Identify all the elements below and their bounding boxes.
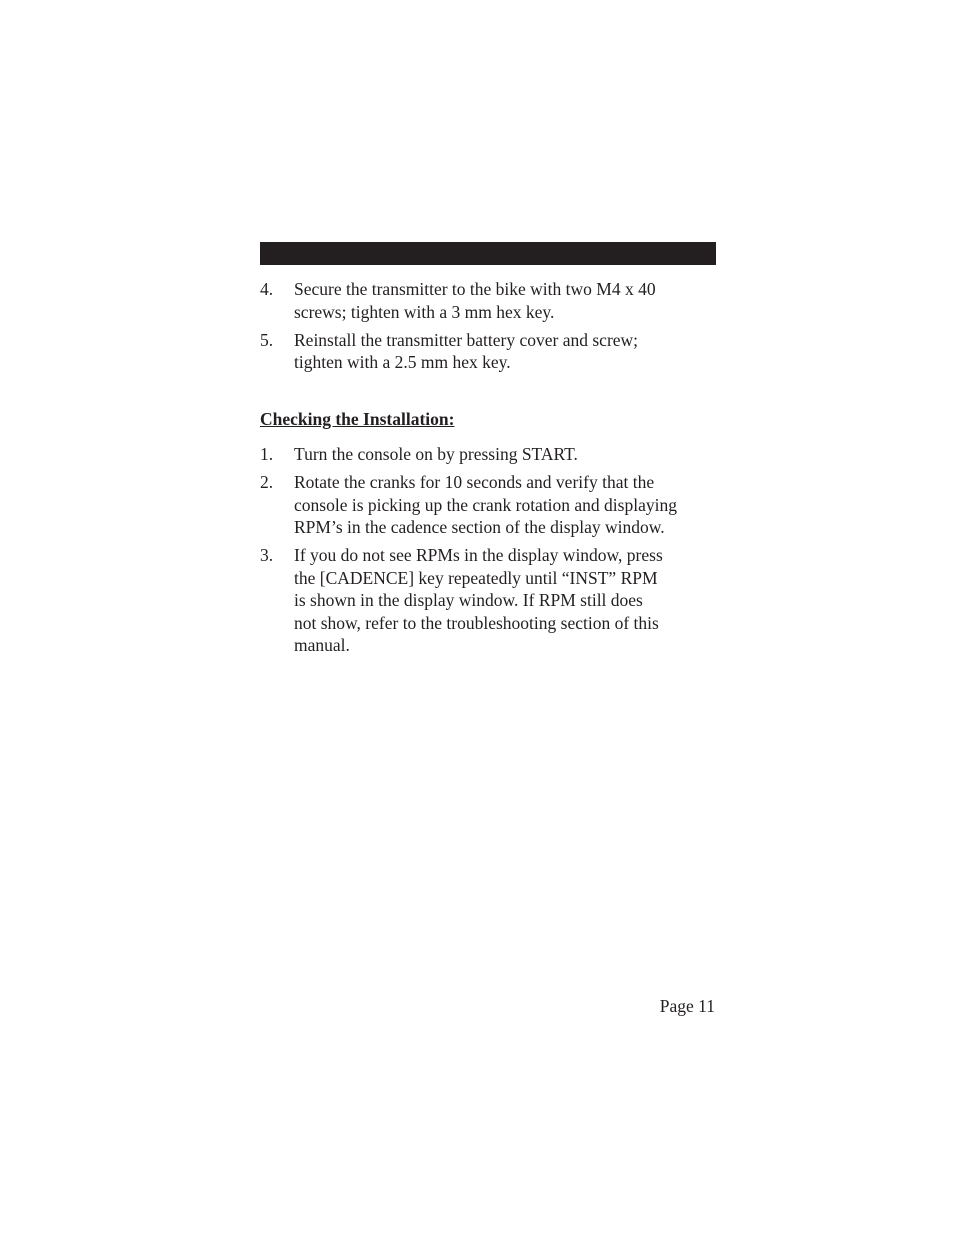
list-item: [260, 544, 720, 657]
header-bar: [260, 242, 716, 265]
step-text: Turn the console on by pressing START.: [294, 444, 578, 464]
section-title: Checking the Installation:: [260, 409, 455, 429]
page-number: Page 11: [659, 996, 715, 1016]
step-text: If you do not see RPMs in the display window, press the [CADENCE] key repeatedly until “INST” RPM is shown in the display window. If RPM still does not show, refer to the troubleshooting section of this manual.: [294, 545, 663, 655]
step-text: Reinstall the transmitter battery cover and screw; tighten with a 2.5 mm hex key.: [294, 329, 639, 372]
step-number: 1.: [260, 444, 274, 464]
step-number: 3.: [260, 545, 274, 565]
list-item: [260, 278, 720, 323]
list-item: [260, 443, 720, 466]
list-item: [260, 471, 720, 539]
step-number: 4.: [260, 279, 274, 299]
step-text: Rotate the cranks for 10 seconds and verify that the console is picking up the crank rotation and displaying RPM’s in the cadence section of the display window.: [294, 472, 677, 537]
step-number: 2.: [260, 472, 274, 492]
step-number: 5.: [260, 329, 274, 350]
step-text: Secure the transmitter to the bike with two M4 x 40 screws; tighten with a 3 mm hex key.: [294, 279, 656, 322]
install-steps-list: [260, 278, 720, 379]
checking-steps-list: [260, 443, 720, 662]
list-item: [260, 329, 720, 374]
